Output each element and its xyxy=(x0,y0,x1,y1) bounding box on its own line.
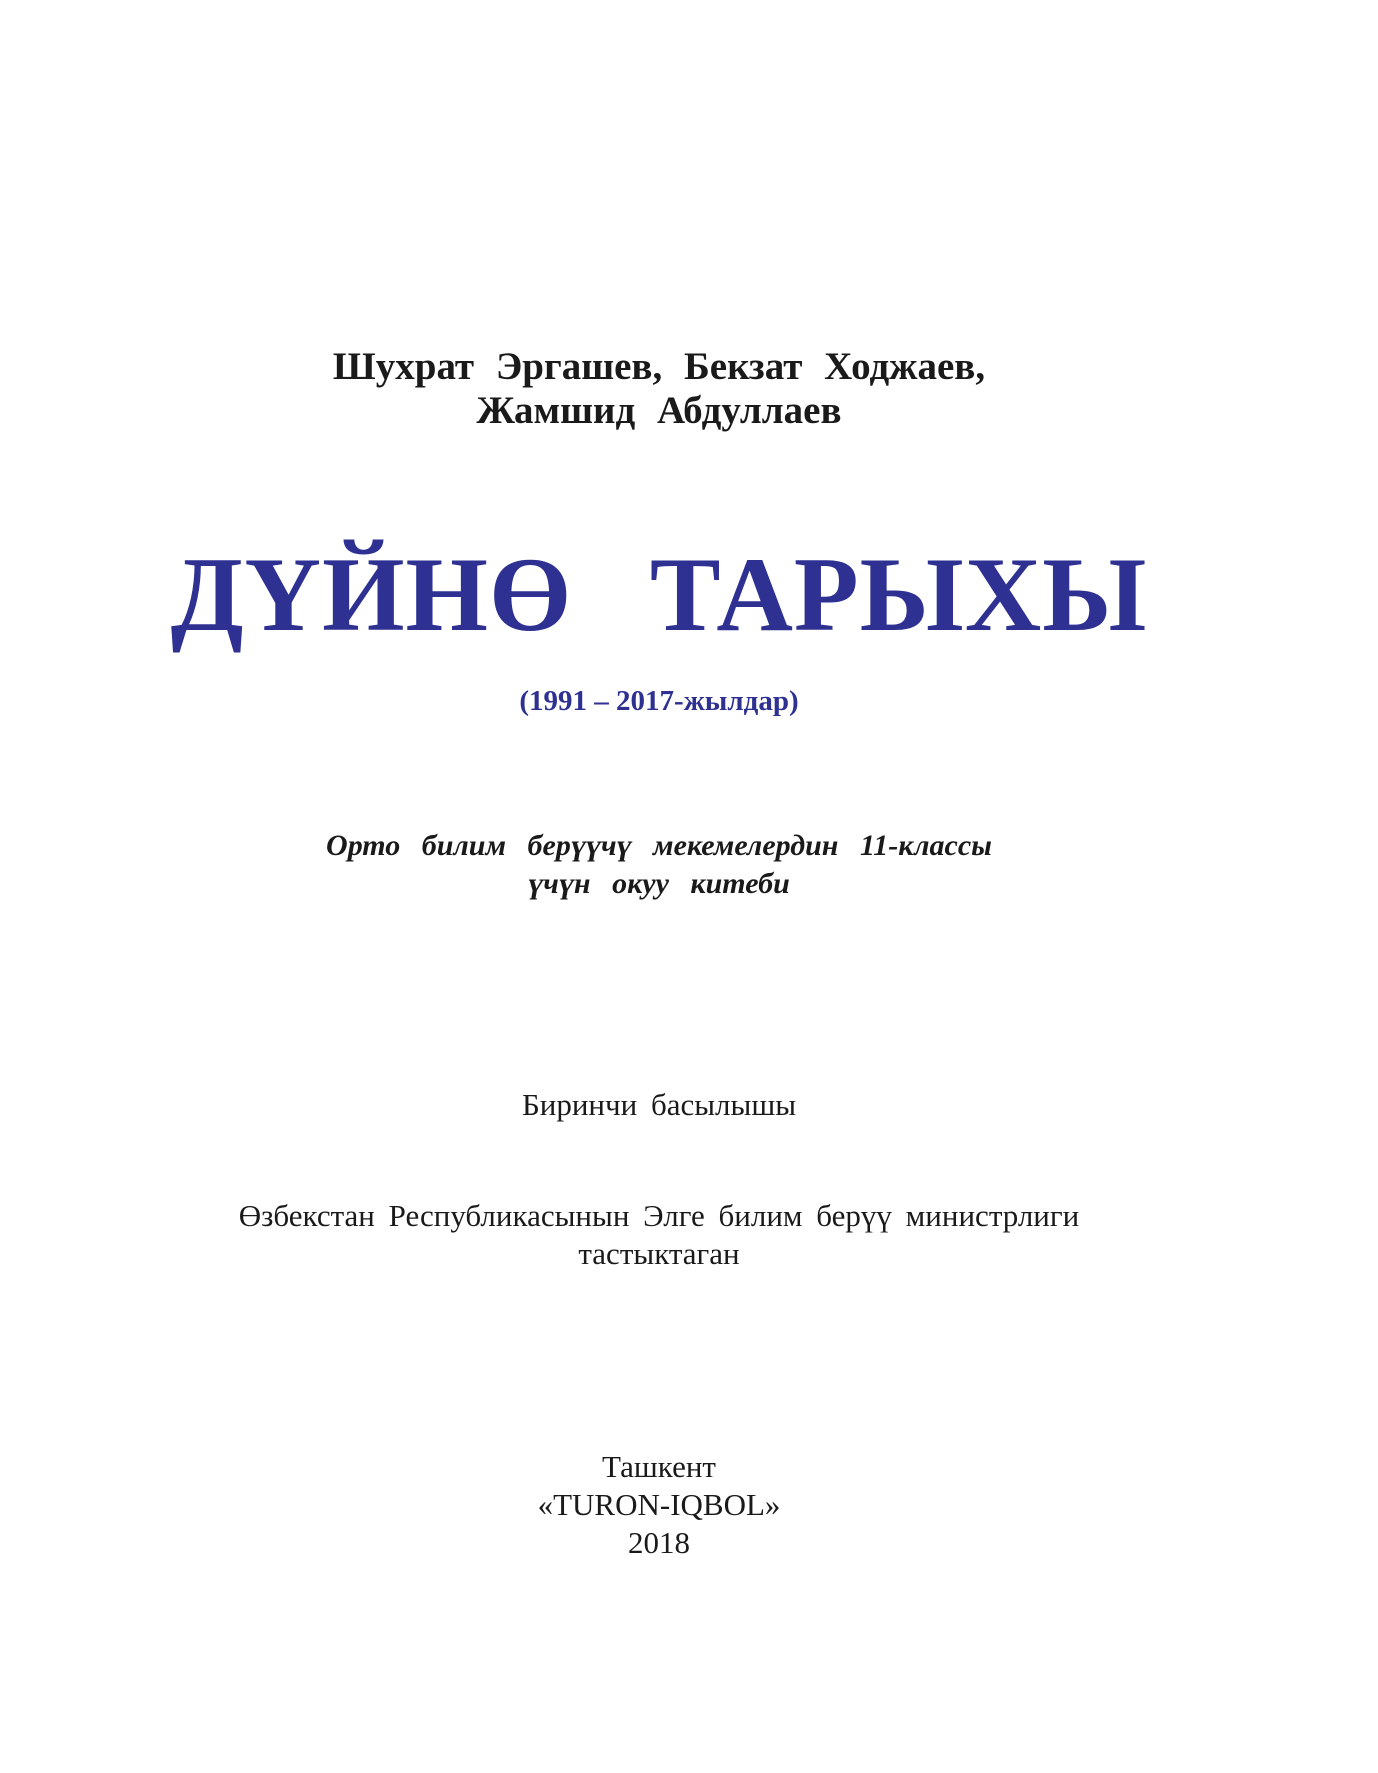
approval-line-2: тастыктаган xyxy=(578,1236,740,1271)
imprint-year: 2018 xyxy=(628,1525,690,1560)
subtitle-line-1: Орто билим берүүчү мекемелердин 11-классы xyxy=(326,829,992,862)
edition-note: Биринчи басылышы xyxy=(521,1087,797,1122)
authors-line-1: Шухрат Эргашев, Бекзат Ходжаев, xyxy=(332,345,986,388)
imprint xyxy=(0,1448,1318,1562)
imprint-city: Ташкент xyxy=(602,1449,716,1484)
book-title: ДҮЙНӨ ТАРЫХЫ xyxy=(170,536,1148,653)
authors-line-2: Жамшид Абдуллаев xyxy=(476,389,842,432)
approval-line-1: Өзбекстан Республикасынын Элге билим берүү министрлиги xyxy=(238,1198,1080,1233)
authors xyxy=(0,345,1318,433)
imprint-publisher: «TURON-IQBOL» xyxy=(537,1487,781,1522)
book-subtitle xyxy=(0,827,1318,903)
approval-note xyxy=(0,1197,1318,1273)
subtitle-line-2: үчүн окуу китеби xyxy=(528,867,790,900)
book-years: (1991 – 2017-жылдар) xyxy=(519,685,799,717)
